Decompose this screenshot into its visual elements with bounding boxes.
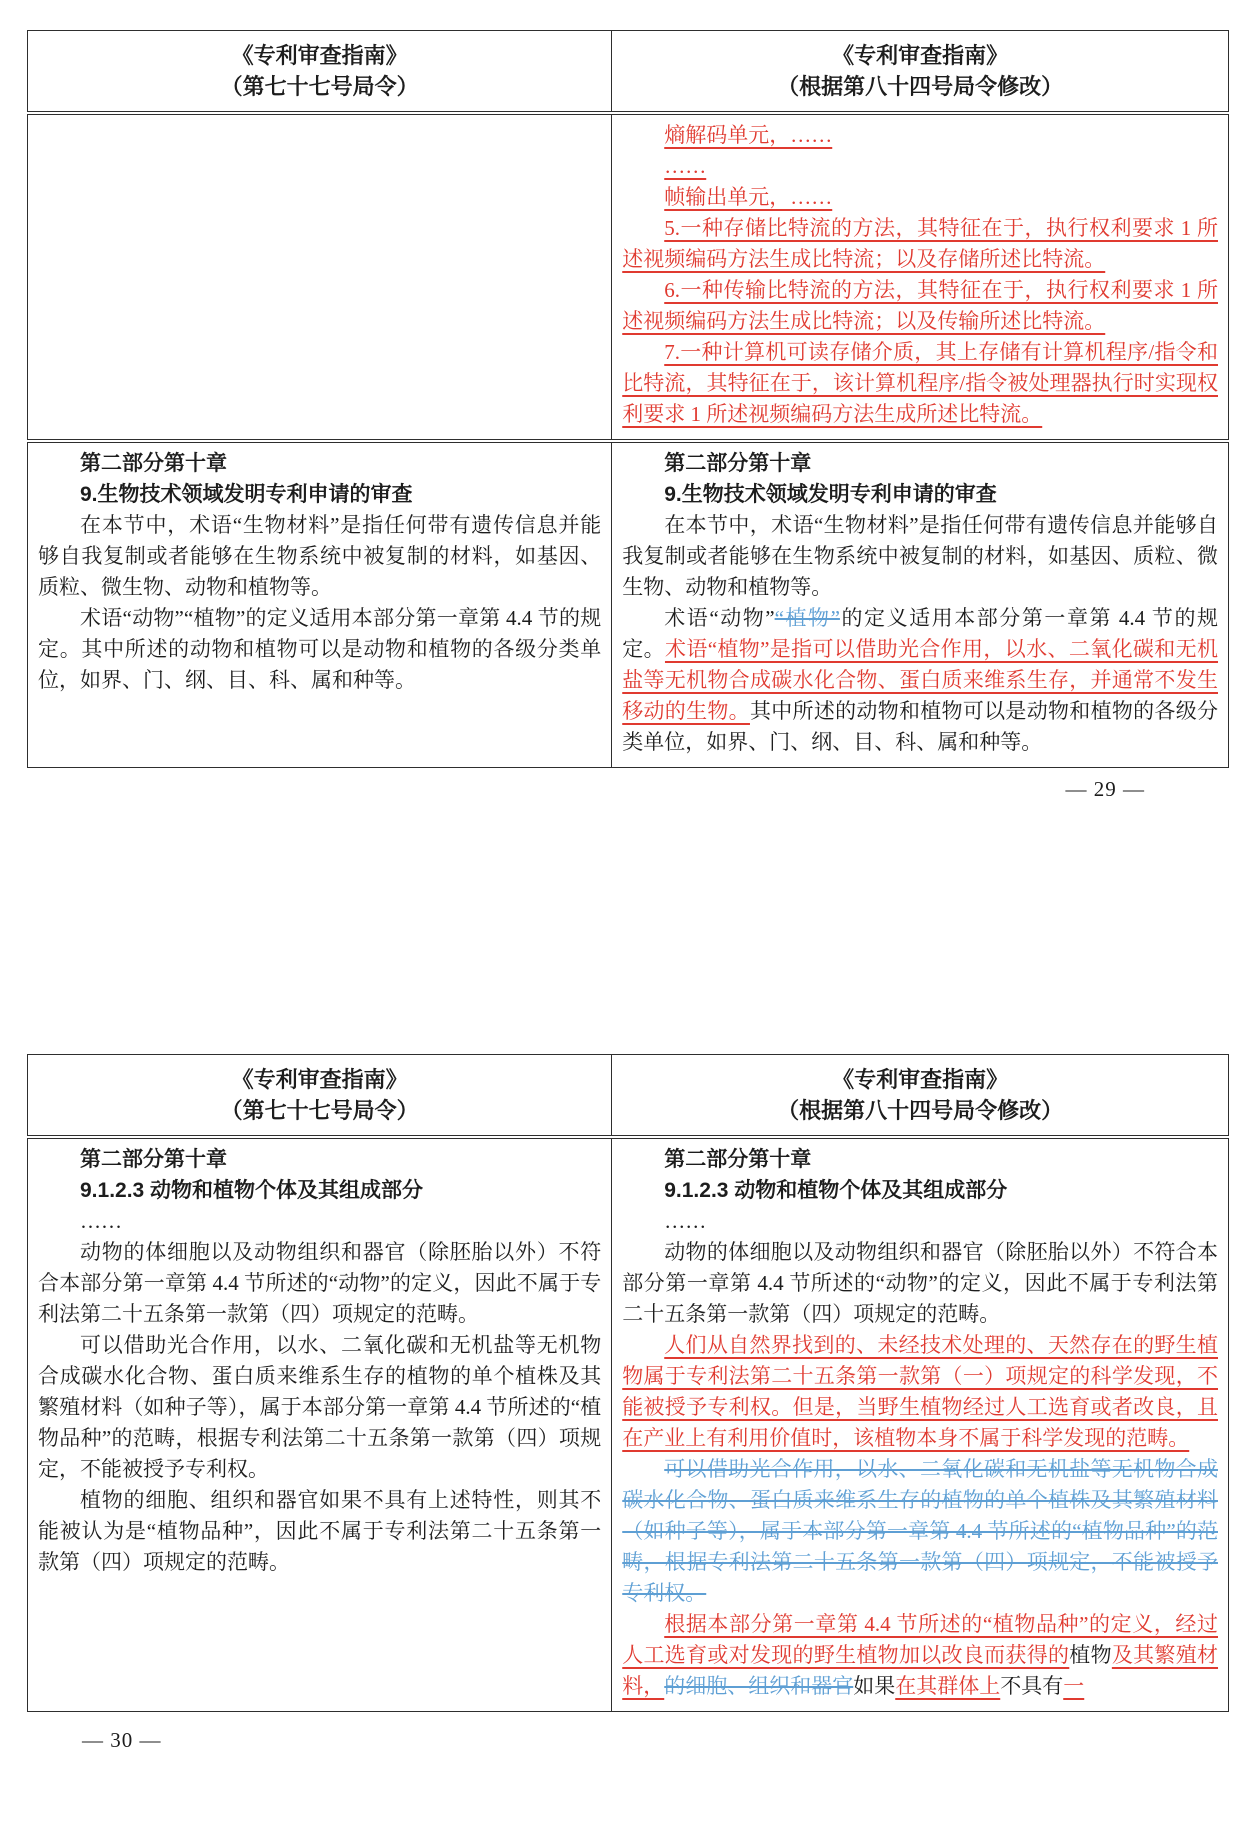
deleted-text: 的细胞、组织和器官 <box>664 1674 854 1698</box>
table-2-row1-new-cell <box>612 1137 1229 1712</box>
inserted-text: 人们从自然界找到的、未经技术处理的、天然存在的野生植物属于专利法第二十五条第一款第（一）项规定的科学发现，不能被授予专利权。但是，当野生植物经过人工选育或者改良，且在产业上有利用价值时，该植物本身不属于科学发现的范畴。 <box>622 1333 1218 1450</box>
text-segment: 9.生物技术领域发明专利申请的审查 <box>664 483 997 506</box>
text-segment: 9.生物技术领域发明专利申请的审查 <box>80 483 413 506</box>
text-segment: 在本节中，术语“生物材料”是指任何带有遗传信息并能够自我复制或者能够在生物系统中被复制的材料，如基因、质粒、微生物、动物和植物等。 <box>38 513 602 599</box>
paragraph <box>622 1237 1218 1330</box>
inserted-text: 一 <box>1063 1674 1085 1698</box>
text-segment: 可以借助光合作用，以水、二氧化碳和无机盐等无机物合成碳水化合物、蛋白质来维系生存的植物的单个植株及其繁殖材料（如种子等），属于本部分第一章第 4.4 节所述的“植物品种”的范畴，根据专利法第二十五条第一款第（四）项规定，不能被授予专利权。 <box>38 1333 602 1481</box>
paragraph <box>622 1454 1218 1609</box>
page-break-gap <box>0 802 1256 1054</box>
text-segment: 不具有 <box>1000 1674 1064 1698</box>
text-segment: …… <box>664 1209 707 1233</box>
text-segment: …… <box>80 1209 122 1233</box>
decree-label: （根据第八十四号局令修改） <box>777 74 1064 99</box>
text-segment: 的定义适用本部分第一章第 4.4 节的规定。 <box>622 606 1218 661</box>
table-1-header <box>28 31 1229 114</box>
table-1-row1-new-cell <box>612 113 1229 441</box>
text-segment: 第二部分第十章 <box>80 1148 227 1171</box>
table-2-row-plants <box>28 1137 1229 1712</box>
guide-title: 《专利审查指南》 <box>832 1067 1009 1092</box>
text-segment: 其中所述的动物和植物可以是动物和植物的各级分类单位，如界、门、纲、目、科、属和种等。 <box>622 699 1219 754</box>
inserted-text: 6.一种传输比特流的方法，其特征在于，执行权利要求 1 所述视频编码方法生成比特流；以及传输所述比特流。 <box>622 278 1218 333</box>
inserted-text: 熵解码单元，…… <box>664 123 833 147</box>
guide-title: 《专利审查指南》 <box>832 43 1009 68</box>
paragraph <box>38 1330 601 1485</box>
text-segment: 植物的细胞、组织和器官如果不具有上述特性，则其不能被认为是“植物品种”，因此不属于专利法第二十五条第一款第（四）项规定的范畴。 <box>38 1488 602 1574</box>
text-segment: 第二部分第十章 <box>664 452 812 475</box>
text-segment: 第二部分第十章 <box>80 452 227 475</box>
section-heading <box>38 1175 601 1206</box>
table-2-new-version-header <box>612 1055 1229 1138</box>
section-heading <box>38 448 601 479</box>
paragraph <box>38 1485 601 1578</box>
paragraph <box>38 1237 601 1330</box>
text-segment: 植物 <box>1069 1643 1112 1667</box>
paragraph <box>38 603 601 696</box>
paragraph <box>622 1609 1218 1702</box>
section-heading <box>622 1144 1218 1175</box>
paragraph <box>622 337 1218 430</box>
decree-label: （根据第八十四号局令修改） <box>777 1098 1064 1123</box>
paragraph <box>622 1206 1218 1237</box>
text-segment: 动物的体细胞以及动物组织和器官（除胚胎以外）不符合本部分第一章第 4.4 节所述的“动物”的定义，因此不属于专利法第二十五条第一款第（四）项规定的范畴。 <box>622 1240 1218 1326</box>
paragraph <box>622 275 1218 337</box>
paragraph <box>622 510 1218 603</box>
comparison-table-1 <box>27 30 1229 768</box>
paragraph <box>622 182 1218 213</box>
table-1-row1-old-cell <box>28 113 612 441</box>
inserted-text: 在其群体上 <box>895 1674 1001 1698</box>
paragraph <box>38 510 601 603</box>
text-segment: 术语“动物”“植物”的定义适用本部分第一章第 4.4 节的规定。其中所述的动物和植物可以是动物和植物的各级分类单位，如界、门、纲、目、科、属和种等。 <box>38 606 602 692</box>
paragraph <box>622 603 1218 758</box>
deleted-text: “植物” <box>774 606 840 630</box>
inserted-text: 帧输出单元，…… <box>664 185 833 209</box>
guide-title: 《专利审查指南》 <box>231 1067 408 1092</box>
section-heading <box>38 1144 601 1175</box>
paragraph <box>622 213 1218 275</box>
comparison-table-2 <box>27 1054 1229 1712</box>
table-2-row1-old-cell <box>28 1137 612 1712</box>
guide-title: 《专利审查指南》 <box>231 43 408 68</box>
paragraph <box>622 1330 1218 1454</box>
table-2-old-version-header <box>28 1055 612 1138</box>
text-segment: 动物的体细胞以及动物组织和器官（除胚胎以外）不符合本部分第一章第 4.4 节所述的“动物”的定义，因此不属于专利法第二十五条第一款第（四）项规定的范畴。 <box>38 1240 602 1326</box>
page-number-29: — 29 — <box>1065 777 1145 801</box>
inserted-text: 及其繁殖材料， <box>622 1643 1219 1698</box>
text-segment: 如果 <box>853 1674 896 1698</box>
section-heading <box>38 479 601 510</box>
table-2-header <box>28 1055 1229 1138</box>
section-heading <box>622 479 1218 510</box>
inserted-text: 5.一种存储比特流的方法，其特征在于，执行权利要求 1 所述视频编码方法生成比特流；以及存储所述比特流。 <box>622 216 1218 271</box>
paragraph <box>622 151 1218 182</box>
table-1-row-biotech <box>28 441 1229 768</box>
decree-label: （第七十七号局令） <box>220 1098 419 1123</box>
decree-label: （第七十七号局令） <box>220 74 419 99</box>
table-1-row2-new-cell <box>612 441 1229 768</box>
page-number-30: — 30 — <box>82 1728 162 1752</box>
deleted-text: 可以借助光合作用，以水、二氧化碳和无机盐等无机物合成碳水化合物、蛋白质来维系生存的植物的单个植株及其繁殖材料（如种子等），属于本部分第一章第 4.4 节所述的“植物品种”的范畴，根据专利法第二十五条第一款第（四）项规定，不能被授予专利权。 <box>622 1457 1218 1605</box>
table-1-new-version-header <box>612 31 1229 114</box>
table-1-row2-old-cell <box>28 441 612 768</box>
section-heading <box>622 448 1218 479</box>
inserted-text: 根据本部分第一章第 4.4 节所述的“植物品种”的定义，经过人工选育或对发现的野生植物加以改良而获得的 <box>622 1612 1218 1667</box>
table-1-old-version-header <box>28 31 612 114</box>
inserted-text: 7.一种计算机可读存储介质，其上存储有计算机程序/指令和比特流，其特征在于，该计算机程序/指令被处理器执行时实现权利要求 1 所述视频编码方法生成所述比特流。 <box>622 340 1218 426</box>
inserted-text: 术语“植物”是指可以借助光合作用，以水、二氧化碳和无机盐等无机物合成碳水化合物、蛋白质来维系生存，并通常不发生移动的生物。 <box>622 637 1219 723</box>
inserted-text: …… <box>664 154 707 178</box>
table-1-row-claims <box>28 113 1229 441</box>
text-segment: 第二部分第十章 <box>664 1148 812 1171</box>
paragraph <box>622 120 1218 151</box>
paragraph <box>38 1206 601 1237</box>
text-segment: 9.1.2.3 动物和植物个体及其组成部分 <box>664 1179 1008 1202</box>
text-segment: 术语“动物” <box>664 606 775 630</box>
section-heading <box>622 1175 1218 1206</box>
text-segment: 在本节中，术语“生物材料”是指任何带有遗传信息并能够自我复制或者能够在生物系统中被复制的材料，如基因、质粒、微生物、动物和植物等。 <box>622 513 1218 599</box>
text-segment: 9.1.2.3 动物和植物个体及其组成部分 <box>80 1179 424 1202</box>
